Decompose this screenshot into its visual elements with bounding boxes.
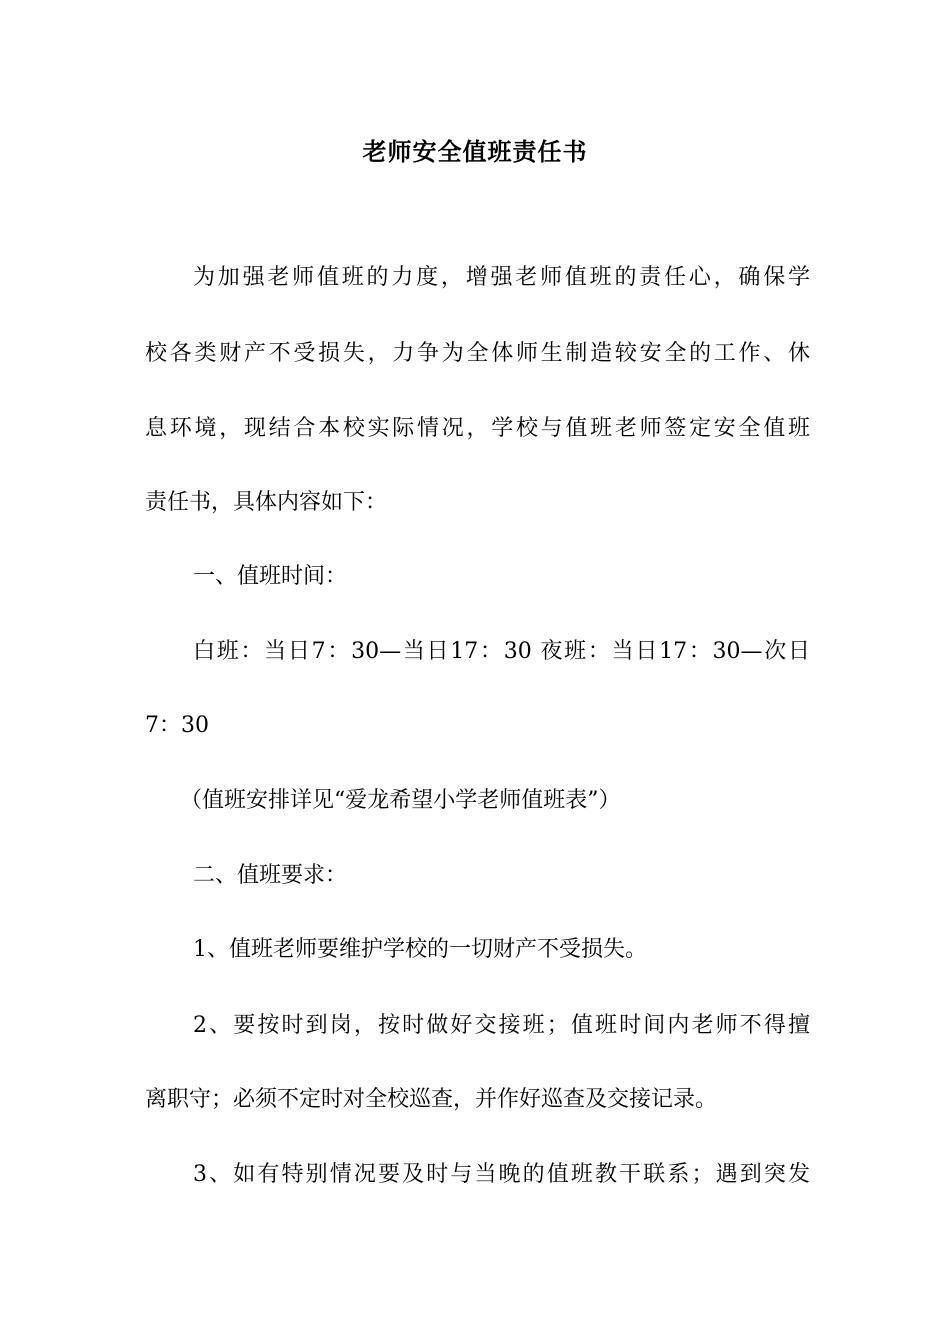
paragraph-line: 7：30 [145,713,209,738]
document-title: 老师安全值班责任书 [362,137,588,166]
list-item: 3、如有特别情况要及时与当晚的值班教干联系；遇到突发 [193,1162,810,1187]
paragraph-line: 责任书，具体内容如下： [145,490,388,515]
paragraph-line: （值班安排详见“爱龙希望小学老师值班表”） [180,788,621,813]
paragraph-line: 为加强老师值班的力度，增强老师值班的责任心，确保学 [193,265,810,290]
list-item: 1、值班老师要维护学校的一切财产不受损失。 [193,937,647,962]
paragraph-line: 白班：当日7：30—当日17：30 夜班：当日17：30—次日 [193,639,810,664]
paragraph-line: 息环境，现结合本校实际情况，学校与值班老师签定安全值班 [145,416,810,441]
paragraph-line: 离职守；必须不定时对全校巡查，并作好巡查及交接记录。 [145,1087,718,1112]
paragraph-line: 校各类财产不受损失，力争为全体师生制造较安全的工作、休 [145,341,810,366]
list-item: 2、要按时到岗，按时做好交接班；值班时间内老师不得擅 [193,1013,810,1038]
section-heading: 一、值班时间： [193,564,348,589]
section-heading: 二、值班要求： [193,863,348,888]
